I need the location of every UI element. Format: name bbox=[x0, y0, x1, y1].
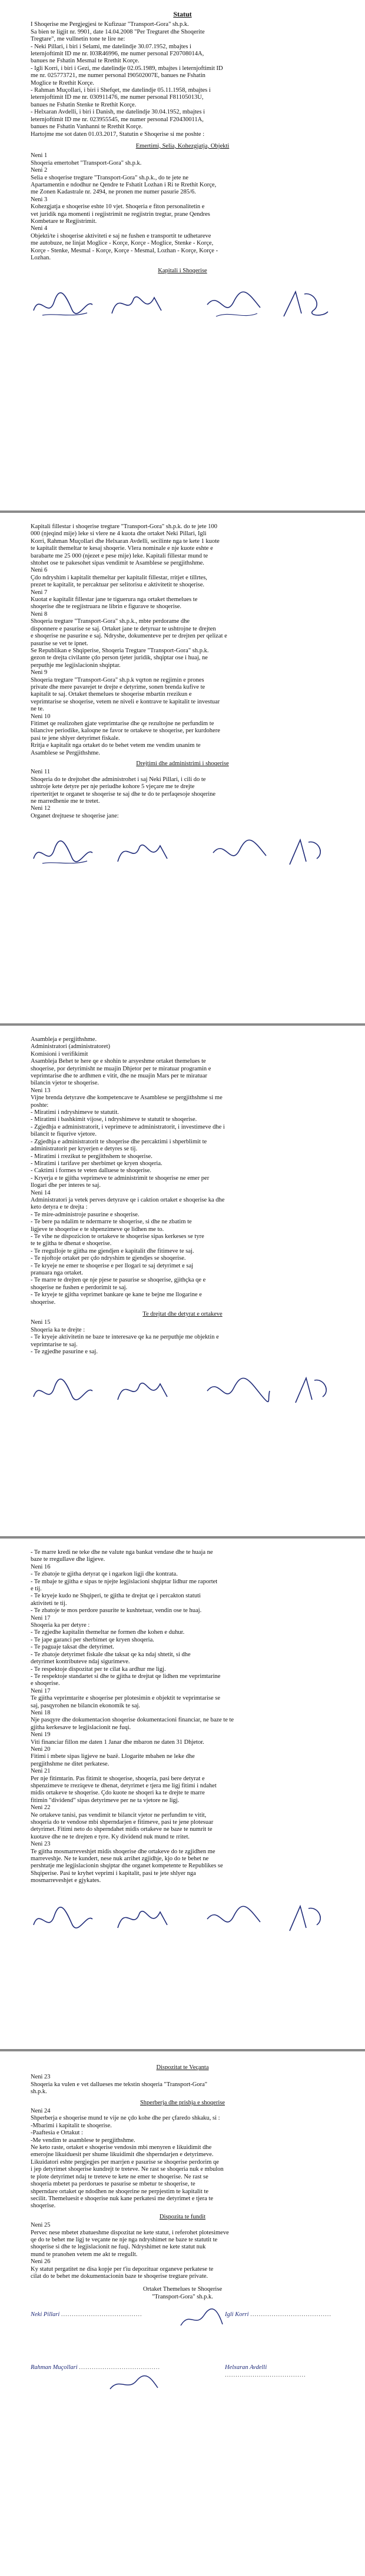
article-number: Neni 23 bbox=[31, 2074, 51, 2081]
text-line: private dhe mere pavarejet te drejte e detyrime, sonen brenda kufive te bbox=[31, 683, 205, 690]
section-heading: Dispozita te fundit bbox=[159, 2213, 206, 2220]
text-line: bilancin vjetor te shoqerise. bbox=[31, 1080, 99, 1087]
signature-4 bbox=[290, 1373, 337, 1409]
text-line: Shoqeria emertohet "Transport-Gora" sh.p.k. bbox=[31, 159, 142, 166]
text-line: shoqeria mbetet pa perdorues te pasurise se mbetur te shoqerise, te bbox=[31, 2181, 195, 2188]
text-line: e tij. bbox=[31, 1586, 42, 1593]
signature-line: ...................................... bbox=[61, 2311, 142, 2318]
text-line: shoqerise. bbox=[31, 1299, 56, 1306]
text-line: shtohet ose te pakesohet sipas vendimit te Asamblese se pergjithshme. bbox=[31, 560, 204, 567]
text-line: - Te kryeje kudo ne Shqiperi, te gjitha te drejtat qe i percakton statuti bbox=[31, 1593, 201, 1600]
article-number: Neni 17 bbox=[31, 1614, 51, 1621]
articles-block bbox=[31, 2222, 334, 2280]
articles-block bbox=[31, 2108, 334, 2210]
signature-2 bbox=[107, 287, 166, 322]
text-line: Kuotat e kapitalit fillestar jane te tiguerura nga ortaket themelues te bbox=[31, 596, 198, 603]
signature-4 bbox=[278, 287, 331, 322]
article-number: Neni 6 bbox=[31, 567, 48, 574]
signature-3 bbox=[201, 1901, 266, 1937]
signer-4 bbox=[225, 2364, 334, 2379]
text-line: riperteritjet te organet te shoqerise te saj dhe te do te perfaqesoje shoqerine bbox=[31, 790, 216, 798]
text-line: Shqiperise. Pasi te kryhet veprimi i kapitalit, pasi te jete shlyer nga bbox=[31, 1870, 196, 1877]
signer-3 bbox=[31, 2364, 160, 2371]
text-line: - Te zbatoje detyrimet fiskale dhe taksat qe ka ndaj shtetit, si dhe bbox=[31, 1651, 191, 1658]
text-line: gjitha kerkesave te legjislacionit ne fuqi. bbox=[31, 1724, 131, 1731]
signature-line: ...................................... bbox=[250, 2311, 331, 2318]
text-line: Per nje fitimtarin. Pas fitimit te shoqerise, shoqeria, pasi bere detyrat e bbox=[31, 1775, 205, 1782]
text-line: - Te mire-administroje pasurine e shoqerise. bbox=[31, 1211, 140, 1218]
signer-name: Helxaran Avdelli bbox=[225, 2364, 267, 2371]
text-line: qe do te behet me ligj te veçante ne nje nga ndryshimet ne baze te statutit te bbox=[31, 2236, 218, 2243]
text-line: Se Republikan e Shqiperise, Shoqeria Tregtare "Transport-Gora" sh.p.k. bbox=[31, 647, 209, 654]
text-line: Rritja e kapitalit nga ortaket do te behet vetem me vendim unanim te bbox=[31, 742, 201, 749]
text-line: e shoqerise. bbox=[31, 1680, 60, 1687]
text-line: ne te. bbox=[31, 706, 44, 713]
text-line: Likuidatori eshte pergjegjes per marrjen e pasurise se shoqerise perdorim qe bbox=[31, 2158, 219, 2165]
text-line: disponnere e pasurise se saj. Ortaket jane te detyruar te ushtrojne te drejten bbox=[31, 625, 216, 632]
text-line: Çdo ndryshim i kapitalit themeltar per kapitalit fillestar, rritjet e tillrtes, bbox=[31, 574, 207, 581]
section-heading: Shperberja dhe prishja e shoqerise bbox=[140, 2099, 225, 2106]
text-line: shoqerise. bbox=[31, 2203, 56, 2210]
article-number: Neni 20 bbox=[31, 1746, 51, 1753]
text-line: - Igli Korri, i biri i Gezi, me datelindje 02.05.1989, mbajtes i leternjoftimit ID bbox=[31, 65, 223, 72]
text-line: - Te jape garanci per sherbimet qe kryen shoqeria. bbox=[31, 1636, 154, 1643]
text-line: - Te paguaje taksat dhe detyrimet. bbox=[31, 1644, 114, 1651]
text-line: -Mbarimi i kapitalit te shoqerise. bbox=[31, 2122, 112, 2129]
text-line: e shoqerise ne pasurine e saj. Ndryshe, dokumenteve per te drejten per qelizat e bbox=[31, 633, 227, 640]
article-number: Neni 2 bbox=[31, 167, 48, 174]
signature-1 bbox=[31, 287, 95, 322]
article-number: Neni 11 bbox=[31, 769, 51, 776]
text-line: veprimtarise te saj. bbox=[31, 1341, 78, 1348]
text-line: - Neki Pillari, i biri i Selami, me datelindje 30.07.1952, mbajtes i bbox=[31, 43, 191, 50]
statute-page-1 bbox=[0, 0, 365, 510]
document-title: Statut bbox=[173, 11, 192, 18]
article-number: Neni 3 bbox=[31, 196, 48, 203]
text-line: me Zonen Kadastrale nr. 2494, ne pronen me numer pasurie 285/6. bbox=[31, 189, 196, 196]
signature-line: ...................................... bbox=[225, 2371, 306, 2378]
text-line: cilat do te behet me dokumentacionin baze te shoqerise tregtare private. bbox=[31, 2273, 208, 2280]
text-line: Organet drejtuese te shoqerise jane: bbox=[31, 812, 119, 819]
text-line: Korçe - Stenke, Mesmal - Korçe, Korçe - Mesmal, Lozhan - Korçe, Korçe - bbox=[31, 247, 218, 254]
signer-1 bbox=[31, 2311, 142, 2318]
text-line: - Kryerja e te gjitha veprimeve te administrimit te shoqerise ne emer per bbox=[31, 1174, 210, 1182]
text-line: gezon te drejta civilante çdo person tjeter juridik, shqiptar ose i huaj, ne bbox=[31, 655, 208, 662]
text-line: Te gjitha veprimtarite e shoqerise per plotesimin e objektit te veprimtarise se bbox=[31, 1695, 221, 1702]
text-line: leternjoftimit ID me nr. 023955545, me numer personal F20430011A, bbox=[31, 116, 204, 123]
text-line: prezet te kapitalit, te percaktuar per selitorisu e aktivitetit te shoqerise. bbox=[31, 582, 205, 589]
text-line: te te gjitha te dhenat e shoqerise. bbox=[31, 1240, 112, 1247]
signer-name: Neki Pillari bbox=[31, 2311, 60, 2318]
text-line: Shoqeria ka per detyre : bbox=[31, 1622, 90, 1629]
text-line: bilancit te fiqurive vjetore. bbox=[31, 1131, 97, 1138]
text-line: - Te bere pa ndalim te ndermarre te shoqerise, si dhe ne zbatim te bbox=[31, 1219, 192, 1226]
text-line: -Me vendim te asamblese te pergjithshme. bbox=[31, 2137, 135, 2144]
text-line: - Te marre kredi ne teke dhe ne valute nga bankat vendase dhe te huaja ne bbox=[31, 1549, 213, 1556]
text-line: Shoqeria ka vulen e vet dallueses me tekstin shoqeria "Transport-Gora" bbox=[31, 2081, 208, 2088]
article-number: Neni 13 bbox=[31, 1087, 51, 1094]
text-line: Pervec nese mbetet zbatueshme dispozitat ne kete statut, i referohet plotesimeve bbox=[31, 2229, 229, 2236]
text-line: Administratori ja vetek perves detyrave qe i caktion ortaket e shoqerise ka dhe bbox=[31, 1196, 225, 1203]
signer-name: Igli Korri bbox=[225, 2311, 249, 2318]
text-line: Komisioni i verifikimit bbox=[31, 1050, 88, 1057]
articles-block bbox=[31, 1036, 334, 1306]
text-line: ligjeve te shoqerise e te shpenzimeve qe lidhen me to. bbox=[31, 1226, 164, 1233]
article-number: Neni 12 bbox=[31, 805, 51, 812]
article-number: Neni 10 bbox=[31, 713, 51, 720]
text-line: - Te kryeje te gjitha veprimet bankare qe kane te bejne me llogarine e bbox=[31, 1292, 202, 1299]
text-line: Ky statut pergatitet ne disa kopje per t'iu depozituar organeve perkatese te bbox=[31, 2265, 214, 2273]
signatures-row bbox=[31, 1370, 334, 1411]
signatures-row bbox=[31, 1898, 334, 1939]
text-line: - Te vihe ne dispozicion te ortakeve te shoqerise sipas kerkeses se tyre bbox=[31, 1233, 204, 1240]
text-line: pranuara nga ortaket. bbox=[31, 1270, 83, 1276]
article-number: Neni 16 bbox=[31, 1563, 51, 1570]
text-line: Administratori (administratoret) bbox=[31, 1043, 111, 1050]
article-number: Neni 18 bbox=[31, 1709, 51, 1716]
section-heading: Drejtimi dhe administrimi i shoqerise bbox=[136, 760, 229, 767]
signature-2 bbox=[113, 1373, 172, 1409]
article-number: Neni 22 bbox=[31, 1804, 51, 1811]
text-line: midis ortakeve te shoqerise. Çdo kuote ne shoqeri ka te drejte te marre bbox=[31, 1790, 205, 1797]
statute-page-4 bbox=[0, 1539, 365, 2049]
text-line: pasi te jene shlyer detyrimet fiskale. bbox=[31, 735, 120, 742]
text-line: i jep detyrimet shoqerise kundrejt te treteve. Ne rast se shoqeria nuk e mbulon bbox=[31, 2166, 224, 2173]
text-line: -Paaftesia e Ortakut : bbox=[31, 2130, 83, 2137]
text-line: te plote detyrimet ndaj te treteve te kete ne emer te shoqerise. Ne rast se bbox=[31, 2173, 208, 2180]
article-number: Neni 17 bbox=[31, 1687, 51, 1694]
article-number: Neni 4 bbox=[31, 225, 48, 232]
text-line: banues ne Fshatin Stenke te Rrethit Korçe. bbox=[31, 101, 137, 108]
text-line: bilancive periodike, kaloqne ne favor te ortakeve te shoqerise, per kurdohere bbox=[31, 728, 220, 735]
signatures-row bbox=[31, 283, 334, 325]
text-line: - Te njoftoje ortaket per çdo ndryshim te gjendjes se shoqerise. bbox=[31, 1255, 186, 1262]
text-line: veprimtarise se shoqerise, vetem ne niveli e kontrave te kapitalit te investuar bbox=[31, 698, 220, 705]
text-line: me autobuze, ne linjat Moglice - Korçe, Korçe - Moglice, Stenke - Korçe, bbox=[31, 240, 214, 247]
statute-page-2 bbox=[0, 513, 365, 1023]
signature-2 bbox=[113, 835, 172, 870]
signature-line: ...................................... bbox=[79, 2364, 160, 2371]
text-line: shoqerise ne fushen e perdorimit te saj. bbox=[31, 1284, 128, 1291]
article-number: Neni 9 bbox=[31, 669, 48, 676]
text-line: - Miratimi i ndryshimeve te statutit. bbox=[31, 1109, 119, 1116]
signature-1 bbox=[31, 1373, 95, 1409]
text-line: - Te mbaje te gjitha e sipas te njejte legjislacioni shqiptar lidhur me raportet bbox=[31, 1578, 218, 1585]
text-line: Asambleja e pergjithshme. bbox=[31, 1036, 97, 1043]
text-line: I Shoqerise me Pergjegjesi te Kufizuar "Transport-Gora" sh.p.k. bbox=[31, 21, 189, 28]
signature-2 bbox=[113, 1901, 172, 1937]
text-line: - Te zgjedhe pasurine e saj. bbox=[31, 1349, 98, 1356]
articles-block bbox=[31, 769, 334, 820]
article-number: Neni 8 bbox=[31, 610, 48, 618]
text-line: vet juridik nga momenti i regjistrimit ne regjistrin tregtar, prane Qendres bbox=[31, 211, 210, 218]
text-line: barabarte me 25 000 (njezet e pese mije) leke. Kapitali fillestar mund te bbox=[31, 552, 208, 559]
article-number: Neni 1 bbox=[31, 152, 48, 159]
text-line: baze te rregullave dhe ligjeve. bbox=[31, 1556, 105, 1563]
text-line: - Te zbatoje te gjitha detyrat qe i ngarkon ligji dhe kontrata. bbox=[31, 1571, 178, 1578]
text-line: veprimtarise dhe te ardhmen e vitit, dhe ne muajin Mars per te miratuar bbox=[31, 1073, 208, 1080]
text-line: Asambleja Behet te here qe e shohin te arsyeshme ortaket themelues te bbox=[31, 1058, 206, 1065]
closing-company: "Transport-Gora" sh.p.k. bbox=[152, 2293, 213, 2300]
text-line: Hartojme me sot daten 01.03.2017, Statutin e Shoqerise si me poshte : bbox=[31, 131, 205, 138]
text-line: saj, pasqyrohen ne bilancin ekonomik te saj. bbox=[31, 1702, 141, 1709]
signatures-row bbox=[31, 832, 334, 873]
text-line: Fitimet qe realizohen gjate veprimtarise dhe qe rezultojne ne perfundim te bbox=[31, 720, 214, 727]
text-line: Apartamentin e ndodhur ne Qendre te Fshatit Lozhan i Ri te Rrethit Korçe, bbox=[31, 181, 217, 188]
text-line: mund te pranohen vetem me akt te rregullt. bbox=[31, 2251, 138, 2258]
text-line: banues ne Fshatin Mesmal te Rrethit Korçe. bbox=[31, 58, 140, 65]
text-line: kuotave dhe ne te drejten e tyre. Ky dividend nuk mund te rritet. bbox=[31, 1833, 190, 1840]
article-number: Neni 21 bbox=[31, 1768, 51, 1775]
text-line: - Rahman Muçollari, i biri i Shefqet, me datelindje 05.11.1958, mbajtes i bbox=[31, 87, 211, 94]
article-number: Neni 23 bbox=[31, 1841, 51, 1848]
article-number: Neni 7 bbox=[31, 589, 48, 596]
article-number: Neni 15 bbox=[31, 1319, 51, 1326]
text-line: sh.p.k. bbox=[31, 2088, 47, 2095]
text-line: Shoqeria tregtare "Transport-Gora" sh.p.k., mbte perdorame dhe bbox=[31, 618, 190, 625]
text-line: Ne keto raste, ortaket e shoqerise vendosin mbi menyren e likuidimit dhe bbox=[31, 2144, 212, 2151]
articles-block bbox=[31, 152, 334, 262]
text-line: - Te zgjedhe kapitalin themeltar ne formen dhe kohen e duhur. bbox=[31, 1629, 185, 1636]
text-line: shoqeria do te vendose mbi shperndarjen e fitimeve, pasi te jene plotesuar bbox=[31, 1819, 214, 1826]
text-line: Tregtare", me vullnetin tone te lire ne: bbox=[31, 36, 125, 43]
signature-4 bbox=[284, 1901, 331, 1937]
statute-page-3 bbox=[0, 1026, 365, 1536]
text-line: detyrimet. Fitimi neto do shperndahet midis ortakeve ne baze te numrit te bbox=[31, 1826, 213, 1833]
text-line: - Zgjedhja e administratorit te shoqerise dhe percaktimi i shperblimit te bbox=[31, 1138, 207, 1145]
text-line: - Helxaran Avdelli, i biri i Danish, me datelindje 30.04.1952, mbajtes i bbox=[31, 109, 205, 116]
text-line: aktiviteti te tij. bbox=[31, 1600, 67, 1607]
signature-3 bbox=[201, 287, 266, 322]
signature-3 bbox=[201, 1373, 272, 1409]
text-line: - Te rregulloje te gjitha me gjendjen e kapitalit dhe fitimeve te saj. bbox=[31, 1247, 194, 1254]
text-line: - Miratimi i bashkimit vijose, i ndryshimeve te statutit te shoqerise. bbox=[31, 1116, 197, 1123]
text-line: llogari dhe per interes te saj. bbox=[31, 1182, 101, 1189]
text-line: ushtroje kete detyre per nje periudhe kohore 5 vjeçare me te drejte bbox=[31, 783, 195, 790]
articles-block bbox=[31, 1319, 334, 1356]
text-line: Shperberja e shoqerise mund te vije ne çdo kohe dhe per çfaredo shkaku, si : bbox=[31, 2115, 220, 2122]
text-line: - Te marre te drejten qe nje pjese te pasurise se shoqerise, gjithçka qe e bbox=[31, 1277, 206, 1284]
text-line: banues ne Fshatin Vanhanni te Rrethit Korçe. bbox=[31, 124, 143, 131]
text-line: emerojne likuiduesit per shume likuidimit dhe shperndarjen e detyrimeve. bbox=[31, 2151, 214, 2158]
text-line: Asamblese se Pergjithshme. bbox=[31, 749, 100, 756]
articles-block bbox=[31, 2074, 334, 2095]
text-line: Lozhan. bbox=[31, 255, 51, 261]
section-heading: Emertimi, Selia, Kohezgjatja, Objekti bbox=[135, 142, 230, 149]
text-line: mosmarreveshjet e gjykates. bbox=[31, 1877, 101, 1884]
text-line: Ne ortakeve tanisi, pas vendimit te bilancit vjetor ne perfundim te vitit, bbox=[31, 1811, 207, 1818]
articles-block bbox=[31, 523, 334, 757]
text-line: Nje pasqyre dhe dokumentacion shoqerise dokumentacioni financiar, ne baze te te bbox=[31, 1717, 234, 1724]
signer-name: Rahman Muçollari bbox=[31, 2364, 78, 2371]
text-line: leternjoftimit ID me nr. I03R46996, me numer personal F20708014A, bbox=[31, 51, 204, 58]
signature-3-scribble bbox=[107, 2373, 160, 2398]
signature-4 bbox=[284, 835, 331, 870]
statute-page-5 bbox=[0, 2051, 365, 2576]
text-line: - Te respektoje standartet si dhe te gjitha te drejtat qe lidhen me veprimtarine bbox=[31, 1673, 221, 1680]
text-line: 000 (njeqind mije) leke si vlere ne 4 kuota dhe ortaket Neki Pillari, Igli bbox=[31, 530, 207, 538]
text-line: shoqerise, por detyrimisht ne muajin Dhjetor per te miratuar programin e bbox=[31, 1065, 211, 1072]
text-line: Korri, Rahman Muçollari dhe Helxaran Avdelli, secilinte nga te kete 1 kuote bbox=[31, 538, 220, 545]
closing-title: Ortaket Themelues te Shoqerise bbox=[142, 2286, 223, 2293]
text-line: - Te zbatoje te mos perdore pasurite te kushtetuar, vendin ose te huaj. bbox=[31, 1607, 202, 1614]
text-line: Objekti/te i shoqerise aktiviteti e saj ne fushen e transportit te udhetareve bbox=[31, 232, 211, 239]
text-line: Kombetare te Regjistrimit. bbox=[31, 218, 97, 225]
text-line: - Te kryeje aktivitetin ne baze te interesave qe ka ne perputhje me objektin e bbox=[31, 1334, 219, 1341]
text-line: leternjoftimit ID me nr. 030911476, me numer personal F81105013U, bbox=[31, 94, 204, 101]
text-line: - Te respektoje dispozitat per te cilat ka ardhur me ligj. bbox=[31, 1666, 166, 1673]
section-heading: Dispozitat te Veçanta bbox=[156, 2064, 209, 2071]
text-line: te kapitalit themeltar te kesaj shoqerie. Vlera nominale e nje kuote eshte e bbox=[31, 545, 213, 552]
text-line: shoqerise si dhe te legjislacionit ne fuqi. Ndryshimet ne kete statut nuk bbox=[31, 2244, 206, 2251]
signer-2 bbox=[225, 2311, 331, 2318]
text-line: me nr. 025773721, me numer personal I90502007E, banues ne Fshatin bbox=[31, 72, 205, 79]
founders-signature-block bbox=[31, 2308, 334, 2408]
text-line: shperndare ortaket qe ndodhen ne shoqerine ne perpjestim te kapitalit te bbox=[31, 2188, 209, 2195]
text-line: Fitimi i mbete sipas ligjeve ne bazë. Llogarite mbahen ne leke dhe bbox=[31, 1753, 195, 1760]
article-number: Neni 24 bbox=[31, 2108, 51, 2115]
text-line: ne marredhenie me te tretet. bbox=[31, 798, 100, 805]
text-line: fitimin "dividend" sipas detyrimeve per ne ta vjetore ne ligj. bbox=[31, 1797, 180, 1804]
text-line: shpenzimeve te rreziqeve te dhenat, detyrimet e tjera me ligj fitimi i ndahet bbox=[31, 1783, 217, 1789]
text-line: Te gjitha mosmarreveshjet midis shoqerise dhe ortakeve do te zgjidhen me bbox=[31, 1848, 215, 1855]
section-heading: Te drejtat dhe detyrat e ortakeve bbox=[142, 1311, 223, 1318]
signature-1 bbox=[31, 835, 95, 870]
text-line: Kohezgjatja e shoqerise eshte 10 vjet. Shoqeria e fiton personalitetin e bbox=[31, 203, 205, 211]
articles-block bbox=[31, 1549, 334, 1885]
text-line: Selia e shoqerise tregtare "Transport-Gora" sh.p.k., do te jete ne bbox=[31, 174, 188, 181]
text-line: shoqerise dhe te regjistruara ne librin e figurave te shoqerise. bbox=[31, 603, 181, 610]
signature-3 bbox=[207, 835, 272, 870]
text-line: Kapitali fillestar i shoqerise tregtare "Transport-Gora" sh.p.k. do te jete 100 bbox=[31, 523, 217, 530]
article-number: Neni 25 bbox=[31, 2222, 51, 2229]
text-line: pershtatje me legjislacionin shqiptar dhe organet kompetente te Republikes se bbox=[31, 1863, 223, 1870]
text-line: pergjithshme ne ditet perkatese. bbox=[31, 1760, 110, 1767]
text-line: Shoqeria do te drejtohet dhe administrohet i saj Neki Pillari, i cili do te bbox=[31, 776, 206, 783]
text-line: - Caktimi i formes te veten dalluese te shoqerise. bbox=[31, 1167, 151, 1174]
text-line: perputhje me legjislacionin shqiptar. bbox=[31, 662, 121, 669]
text-line: pasurise se vet te ipnet. bbox=[31, 640, 88, 647]
section-heading: Kapitali i Shoqerise bbox=[158, 268, 207, 275]
signature-2-scribble bbox=[178, 2308, 225, 2334]
text-line: Viti financiar fillon me daten 1 Janar dhe mbaron ne daten 31 Dhjetor. bbox=[31, 1739, 204, 1746]
text-line: Vijne brenda detyrave dhe kompetencave te Asamblese se pergjithshme si me bbox=[31, 1095, 223, 1102]
article-number: Neni 26 bbox=[31, 2258, 51, 2265]
text-line: - Te kryeje ne emer te shoqerise e per llogari te saj detyrimet e saj bbox=[31, 1262, 194, 1269]
text-line: - Miratimi i tarifave per sherbimet qe kryen shoqeria. bbox=[31, 1160, 162, 1167]
text-line: administratorit per kryerjen e detyres se tij. bbox=[31, 1146, 138, 1153]
text-line: keto detyra e te drejta : bbox=[31, 1204, 88, 1211]
intro-paragraph bbox=[31, 21, 334, 138]
text-line: - Miratimi i rrezikut te pergjithshem te shoqerise. bbox=[31, 1153, 152, 1160]
text-line: detyrimet kontributeve ndaj sigurimeve. bbox=[31, 1659, 130, 1666]
text-line: - Zgjedhja e administratorit, i veprimeve te administratorit, i investimeve dhe i bbox=[31, 1123, 225, 1130]
text-line: kapitalit te saj. Ortaket themelues te shoqerise mbartin rrezikun e bbox=[31, 691, 192, 698]
text-line: marreveshje. Ne te kundert, nese nuk arrihet zgjidhje, kjo do te behet ne bbox=[31, 1856, 209, 1863]
text-line: secilit. Themeluesit e shoqerise nuk kane perkatesi me detyrimet e tjera te bbox=[31, 2195, 214, 2202]
text-line: Moglice te Rrethit Korçe. bbox=[31, 79, 94, 86]
article-number: Neni 19 bbox=[31, 1731, 51, 1739]
text-line: Sa bien te ligjit nr. 9901, date 14.04.2008 "Per Tregtaret dhe Shoqerite bbox=[31, 28, 205, 35]
text-line: Shoqeria ka te drejte : bbox=[31, 1326, 85, 1333]
text-line: poshte: bbox=[31, 1102, 49, 1109]
signature-1 bbox=[31, 1901, 95, 1937]
article-number: Neni 14 bbox=[31, 1189, 51, 1196]
text-line: Shoqeria tregtare "Transport-Gora" sh.p.k vqrton ne regjimin e prones bbox=[31, 676, 204, 683]
